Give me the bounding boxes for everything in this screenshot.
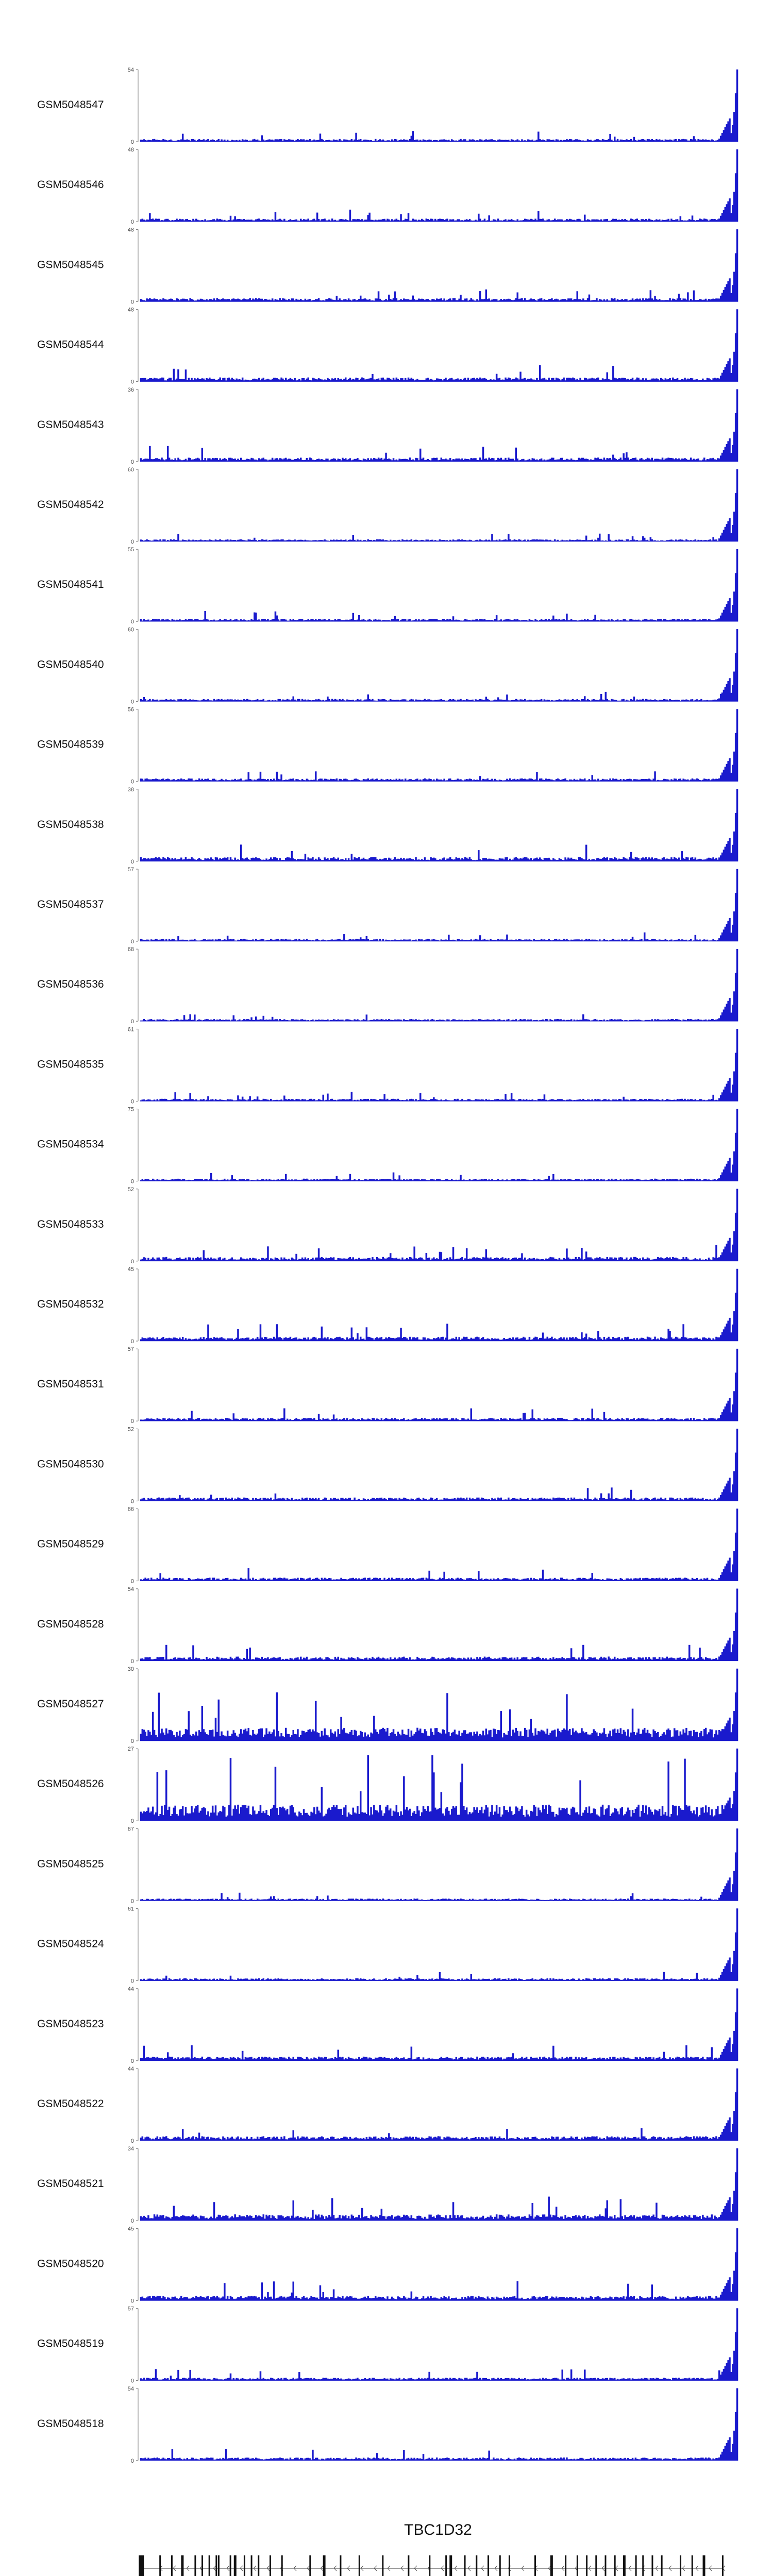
y-max-label: 45 [127,1266,134,1273]
gene-exon [139,2555,144,2576]
track-GSM5048542 [37,467,738,545]
y-zero-label: 0 [130,858,134,865]
track-GSM5048522 [37,2066,738,2144]
y-max-label: 56 [127,706,134,713]
gene-exon [215,2555,217,2576]
y-max-label: 36 [127,386,134,393]
y-zero-label: 0 [130,1258,134,1265]
sample-label: GSM5048525 [37,1858,104,1870]
coverage-area [140,2228,738,2300]
sample-label: GSM5048544 [37,338,104,351]
gene-exon [270,2555,271,2576]
gene-exon [476,2555,477,2576]
y-max-label: 61 [127,1906,134,1912]
track-GSM5048541 [37,547,738,625]
gene-exon [359,2555,360,2576]
coverage-area [140,789,738,861]
coverage-area [140,1989,738,2061]
y-zero-label: 0 [130,1019,134,1025]
sample-label: GSM5048541 [37,579,104,591]
sample-label: GSM5048547 [37,99,104,111]
coverage-area [140,2148,738,2221]
track-GSM5048524 [37,1906,738,1985]
sample-label: GSM5048524 [37,1938,104,1950]
gene-exon [159,2555,161,2576]
y-max-label: 27 [127,1746,134,1753]
y-max-label: 57 [127,1346,134,1353]
y-max-label: 54 [127,2385,134,2392]
gene-exon [642,2555,644,2576]
track-GSM5048518 [37,2386,738,2464]
gene-exon [586,2555,587,2576]
coverage-area [140,1589,738,1661]
track-GSM5048539 [37,707,738,785]
y-zero-label: 0 [130,1418,134,1425]
y-max-label: 45 [127,2226,134,2232]
y-max-label: 66 [127,1506,134,1513]
y-zero-label: 0 [130,459,134,465]
coverage-area [140,1189,738,1261]
sample-label: GSM5048538 [37,818,104,831]
gene-exon [550,2555,553,2576]
sample-label: GSM5048537 [37,899,104,910]
coverage-area [140,709,738,782]
sample-label: GSM5048532 [37,1298,104,1310]
coverage-area [140,629,738,701]
coverage-area [140,469,738,541]
y-zero-label: 0 [130,139,134,145]
sample-label: GSM5048523 [37,2018,104,2030]
y-max-label: 38 [127,786,134,793]
gene-exon [281,2555,283,2576]
coverage-area [140,1669,738,1741]
coverage-area [140,549,738,621]
track-GSM5048532 [37,1266,738,1345]
y-max-label: 44 [127,1986,134,1992]
y-zero-label: 0 [130,939,134,945]
gene-track [139,2521,725,2576]
coverage-area [140,2069,738,2141]
y-zero-label: 0 [130,2298,134,2304]
coverage-area [140,1749,738,1821]
gene-model [139,2555,725,2576]
y-max-label: 75 [127,1106,134,1113]
track-GSM5048531 [37,1346,738,1425]
sample-label: GSM5048539 [37,738,104,751]
sample-label: GSM5048543 [37,418,104,431]
y-max-label: 48 [127,307,134,313]
coverage-area [140,949,738,1021]
track-GSM5048543 [37,387,738,465]
y-zero-label: 0 [130,778,134,785]
coverage-area [140,1029,738,1101]
y-max-label: 52 [127,1186,134,1193]
track-GSM5048533 [37,1187,738,1265]
y-zero-label: 0 [130,1818,134,1825]
y-zero-label: 0 [130,699,134,705]
track-GSM5048546 [37,147,738,225]
y-max-label: 67 [127,1826,134,1833]
y-zero-label: 0 [130,1338,134,1345]
gene-exon [382,2555,383,2576]
y-max-label: 52 [127,1426,134,1433]
gene-exon [722,2555,724,2576]
gene-exon [201,2555,203,2576]
gene-exon [661,2555,663,2576]
gene-exon [194,2555,196,2576]
gene-exon [534,2555,536,2576]
y-zero-label: 0 [130,1738,134,1744]
gene-exon [635,2555,637,2576]
sample-label: GSM5048518 [37,2417,104,2430]
sample-label: GSM5048528 [37,1618,104,1630]
gene-exon [244,2555,245,2576]
y-max-label: 55 [127,547,134,553]
gene-exon [408,2555,409,2576]
y-zero-label: 0 [130,2058,134,2064]
coverage-area [140,1828,738,1901]
gene-exon [258,2555,259,2576]
gene-exon [181,2555,183,2576]
gene-exon [703,2555,705,2576]
track-GSM5048540 [37,626,738,705]
y-zero-label: 0 [130,1578,134,1585]
gene-exon [230,2555,231,2576]
gene-exon [577,2555,578,2576]
sample-label: GSM5048542 [37,499,104,511]
track-GSM5048544 [37,307,738,385]
track-GSM5048534 [37,1107,738,1185]
y-max-label: 44 [127,2066,134,2072]
y-zero-label: 0 [130,2458,134,2464]
y-zero-label: 0 [130,2138,134,2144]
track-GSM5048521 [37,2146,738,2224]
coverage-area [140,149,738,222]
track-GSM5048527 [37,1666,738,1744]
gene-exon [323,2555,326,2576]
y-max-label: 48 [127,147,134,154]
gene-exon [692,2555,693,2576]
gene-exon [309,2555,311,2576]
track-GSM5048545 [37,227,738,305]
gene-exon [623,2555,626,2576]
coverage-area [140,1909,738,1981]
gene-exon [680,2555,681,2576]
coverage-tracks [37,67,738,2464]
y-zero-label: 0 [130,1978,134,1985]
y-max-label: 61 [127,1026,134,1033]
sample-label: GSM5048527 [37,1698,104,1710]
coverage-area [140,2309,738,2381]
y-max-label: 48 [127,227,134,233]
sample-label: GSM5048545 [37,259,104,271]
sample-label: GSM5048522 [37,2098,104,2110]
sample-label: GSM5048536 [37,978,104,991]
gene-exon [604,2555,606,2576]
gene-exon [488,2555,489,2576]
coverage-area [140,70,738,142]
gene-exon [595,2555,597,2576]
gene-exon [499,2555,501,2576]
coverage-area [140,1109,738,1181]
coverage-area [140,869,738,941]
coverage-area [140,1429,738,1501]
coverage-area [140,2388,738,2461]
y-max-label: 60 [127,626,134,633]
y-zero-label: 0 [130,1098,134,1105]
y-max-label: 57 [127,867,134,873]
y-zero-label: 0 [130,1658,134,1665]
track-GSM5048547 [37,67,738,145]
track-GSM5048526 [37,1746,738,1824]
y-max-label: 54 [127,1586,134,1592]
gene-exon [509,2555,510,2576]
gene-exon [429,2555,430,2576]
y-max-label: 60 [127,467,134,473]
track-GSM5048538 [37,787,738,865]
y-zero-label: 0 [130,619,134,625]
gene-exon [614,2555,616,2576]
sample-label: GSM5048535 [37,1058,104,1071]
gene-exon [340,2555,341,2576]
gene-exon [464,2555,466,2576]
sample-label: GSM5048533 [37,1218,104,1230]
coverage-area [140,1349,738,1421]
gene-exon [565,2555,566,2576]
y-zero-label: 0 [130,2378,134,2384]
y-zero-label: 0 [130,539,134,545]
gene-exon [445,2555,447,2576]
y-zero-label: 0 [130,2218,134,2225]
gene-exon [234,2555,237,2576]
gene-exon [251,2555,253,2576]
gene-exon [209,2555,210,2576]
track-GSM5048519 [37,2306,738,2384]
gene-exon [218,2555,220,2576]
y-max-label: 68 [127,946,134,953]
track-GSM5048530 [37,1426,738,1504]
y-zero-label: 0 [130,379,134,385]
sample-label: GSM5048529 [37,1538,104,1550]
y-zero-label: 0 [130,1498,134,1505]
y-max-label: 57 [127,2306,134,2312]
coverage-area [140,1269,738,1341]
y-zero-label: 0 [130,299,134,306]
gene-exon [171,2555,173,2576]
sample-label: GSM5048521 [37,2178,104,2190]
gene-exon [449,2555,452,2576]
track-GSM5048520 [37,2226,738,2304]
sample-label: GSM5048530 [37,1458,104,1470]
sample-label: GSM5048526 [37,1778,104,1790]
y-max-label: 54 [127,67,134,73]
sample-label: GSM5048540 [37,658,104,671]
y-zero-label: 0 [130,1178,134,1185]
track-GSM5048537 [37,867,738,945]
sample-label: GSM5048519 [37,2337,104,2350]
coverage-area [140,1509,738,1581]
sample-label: GSM5048531 [37,1378,104,1391]
sample-label: GSM5048534 [37,1138,104,1150]
y-max-label: 34 [127,2146,134,2153]
sample-label: GSM5048520 [37,2258,104,2270]
track-GSM5048529 [37,1506,738,1585]
coverage-area [140,229,738,301]
gene-name-label: TBC1D32 [404,2521,472,2538]
y-max-label: 30 [127,1666,134,1672]
track-GSM5048535 [37,1026,738,1105]
sample-label: GSM5048546 [37,179,104,191]
y-zero-label: 0 [130,1898,134,1905]
track-GSM5048528 [37,1586,738,1665]
coverage-area [140,389,738,462]
y-zero-label: 0 [130,219,134,226]
gene-exon [651,2555,653,2576]
track-GSM5048523 [37,1986,738,2064]
coverage-area [140,310,738,382]
track-GSM5048536 [37,946,738,1025]
track-GSM5048525 [37,1826,738,1904]
